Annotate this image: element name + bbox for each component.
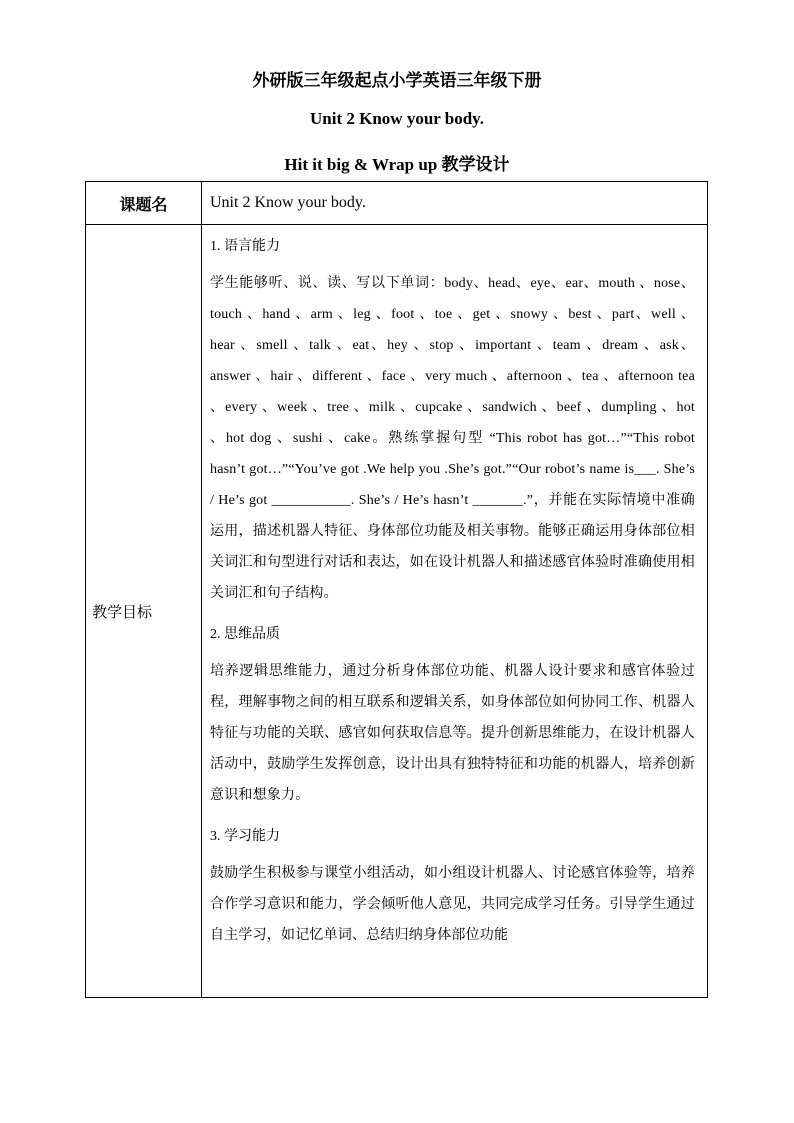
document-title: 外研版三年级起点小学英语三年级下册 [252,71,542,90]
section-heading: 3. 学习能力 [210,829,280,844]
objectives-label-cell: 教学目标 [86,225,202,998]
section-paragraph: 培养逻辑思维能力，通过分析身体部位功能、机器人设计要求和感官体验过程，理解事物之间的相互联系和逻辑关系，如身体部位如何协同工作、机器人特征与功能的关联、感官如何获取信息等。提升创新思维能力，在设计机器人活动中，鼓励学生发挥创意，设计出具有独特特征和功能的机器人，培养创新意识和想象力。 [210,664,695,803]
table-row [86,182,708,225]
topic-label-cell: 课题名 [86,182,202,225]
table-row [86,225,708,998]
section-paragraph: 学生能够听、说、读、写以下单词：body、head、eye、ear、mouth 、nose、touch 、hand 、arm 、leg 、foot 、toe 、get 、snowy 、best 、part、well 、hear 、smell 、talk 、eat、hey 、stop 、important 、team 、dream 、ask、answer 、hair 、different 、face 、very much 、afternoon 、tea 、afternoon tea 、every 、week 、tree 、milk 、cupcake 、sandwich 、beef 、dumpling 、hot 、hot dog 、sushi 、cake。熟练掌握句型 “This robot has got…”“This robot hasn’t got…”“You’ve got .We help you .She’s got.”“Our robot’s name is___. She’s / He’s got ___________. She’s / He’s hasn’t _______.”，并能在实际情境中准确运用，描述机器人特征、身体部位功能及相关事物。能够正确运用身体部位相关词汇和句型进行对话和表达，如在设计机器人和描述感官体验时准确使用相关词汇和句子结构。 [210,276,695,601]
unit-title: Unit 2 Know your body. [310,109,484,128]
section-paragraph: 鼓励学生积极参与课堂小组活动，如小组设计机器人、讨论感官体验等，培养合作学习意识和能力，学会倾听他人意见，共同完成学习任务。引导学生通过自主学习，如记忆单词、总结归纳身体部位功能 [210,866,695,943]
section-heading: 1. 语言能力 [210,239,280,254]
objectives-content-cell [202,225,708,998]
topic-value-cell: Unit 2 Know your body. [202,182,708,225]
section-heading: 2. 思维品质 [210,627,280,642]
lesson-plan-table [85,181,708,998]
lesson-subtitle: Hit it big & Wrap up 教学设计 [284,155,510,174]
